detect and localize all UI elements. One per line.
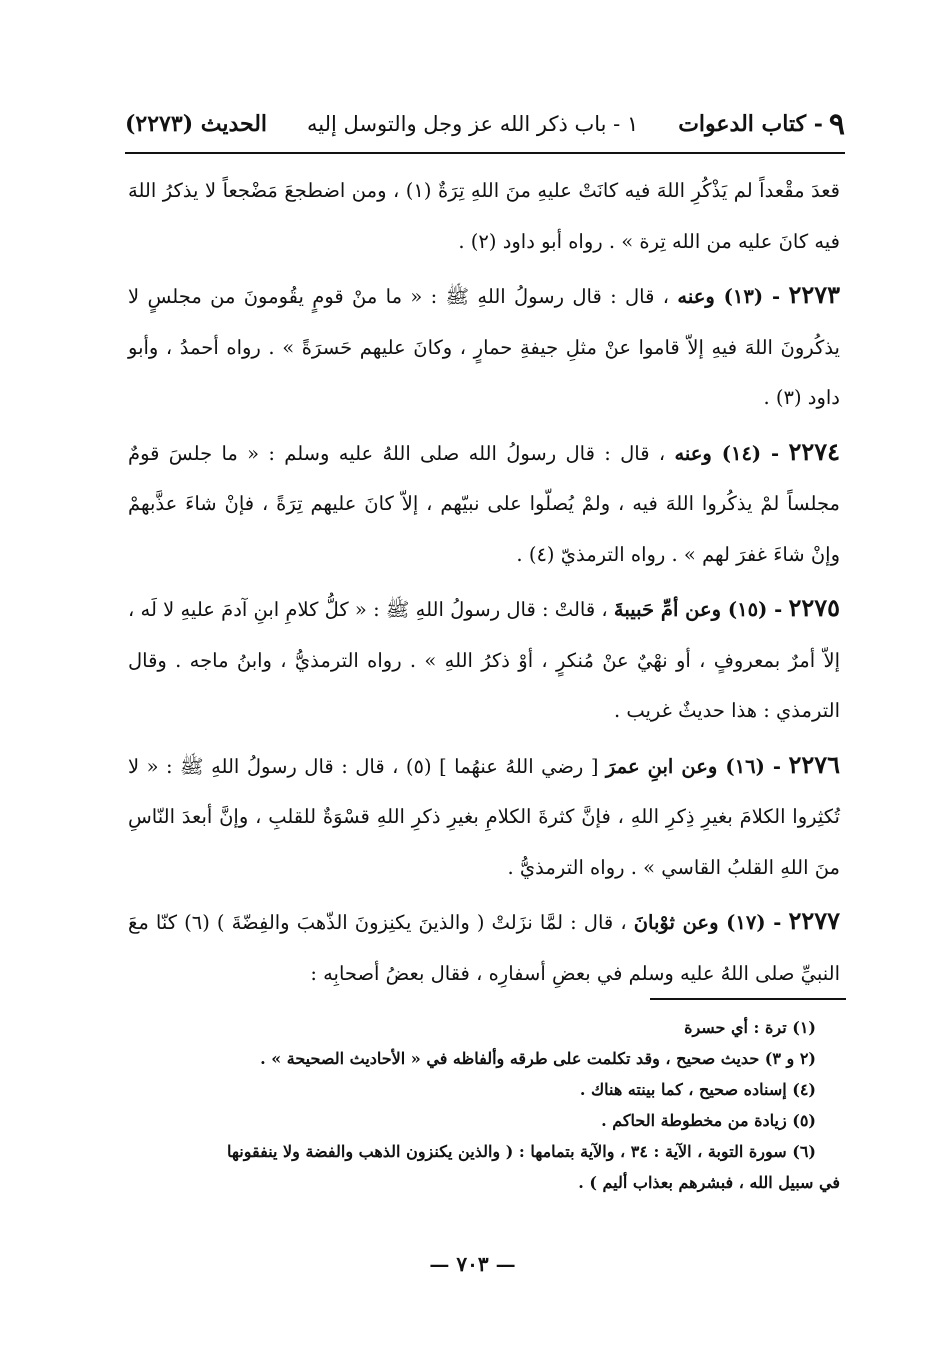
main-text [128,166,840,1002]
footnote-rule [650,998,846,1000]
footnote: (٦) سورة التوبة ، الآية : ٣٤ ، والآية بتمامها : ( والذين يكنزون الذهب والفضة ولا ينفقونها [227,1142,816,1161]
hadith-narrator: - (١٤) وعنه [674,441,780,465]
hadith-paragraph [128,270,840,424]
footnotes [128,1012,840,1198]
hadith-reference: الحديث (٢٢٧٣) [125,111,268,137]
hadith-text: [ رضي اللهُ عنهُما ] (٥) ، قال : قال رسولُ اللهِ ﷺ : « لا تُكثِروا الكلامَ بغيرِ ذِكرِ اللهِ ، فإنَّ كثرةَ الكلامِ بغيرِ ذكرِ اللهِ قسْوَةٌ للقلبِ ، وإنَّ أبعدَ النّاسِ منَ اللهِ القلبُ القاسي » . رواه الترمذيُّ . [128,754,840,879]
hadith-number: ٢٢٧٤ [788,436,841,466]
page-number: — ٧٠٣ — [429,1252,516,1276]
hadith-number: ٢٢٧٧ [788,906,840,935]
hadith-paragraph [128,427,840,581]
header-rule [125,152,845,154]
hadith-narrator: - (١٥) وعن أمِّ حَبيبةَ [613,598,783,621]
footnote: (١) ترة : أي حسرة [684,1018,816,1037]
footnote: (٥) زيادة من مخطوطة الحاكم . [601,1111,816,1130]
hadith-text: ، قال : قال رسولُ الله صلى اللهُ عليه وسلم : « ما جلسَ قومٌ مجلساً لمْ يذكُروا اللهَ فيه ، ولمْ يُصلّوا على نبيّهم ، إلاّ كانَ عليهم تِرَةً ، فإنْ شاءَ عذَّبهمْ وإنْ شاءَ غفرَ لهم » . رواه الترمذيّ (٤) . [128,441,840,566]
hadith-paragraph [128,583,840,737]
hadith-paragraph [128,896,840,999]
hadith-text: ، قالتْ : قال رسولُ اللهِ ﷺ : « كلُّ كلامِ ابنِ آدمَ عليهِ لا لَه ، إلاّ أمرٌ بمعروفٍ ، أو نهْيٌ عنْ مُنكرٍ ، أوْ ذكرُ اللهِ » . رواه الترمذيُّ ، وابنُ ماجه . وقال الترمذي : هذا حديثٌ غريب . [128,598,840,722]
hadith-narrator: - (١٦) وعن ابنِ عمرَ [605,754,781,778]
hadith-narrator: - (١٣) وعنه [677,285,781,308]
hadith-number: ٢٢٧٣ [788,280,841,309]
footnote: (٢ و ٣) حديث صحيح ، وقد تكلمت على طرقه وألفاظه في « الأحاديث الصحيحة » . [260,1049,816,1068]
hadith-text: ، قال : لمَّا نزَلتْ ( والذينَ يكنِزونَ الذّهبَ والفِضّةَ ) (٦) كنّا معَ النبيِّ صلى اللهُ عليه وسلم في بعضِ أسفارِه ، فقال بعضُ أصحابِه : [128,911,840,985]
paragraph-text: قعدَ مقْعداً لم يَذْكُرِ اللهَ فيه كانَتْ عليهِ منَ اللهِ تِرَةٌ (١) ، ومن اضطجعَ مَضْجعاً لا يذكرُ اللهَ فيه كانَ عليه من الله تِرة » . رواه أبو داود (٢) . [128,179,840,253]
footnote: (٤) إسناده صحيح ، كما بينته هناك . [579,1080,816,1099]
footnote-continuation: في سبيل الله ، فبشرهم بعذاب أليم ) . [578,1173,840,1192]
hadith-paragraph [128,740,840,894]
chapter-number: ٩ [828,106,845,142]
hadith-text: ، قال : قال رسولُ اللهِ ﷺ : « ما منْ قومٍ يقُومونَ من مجلسٍ لا يذكُرونَ اللهَ فيهِ إلاّ قاموا عنْ مثلِ جيفةِ حمارٍ ، وكانَ عليهم حَسرَةً » . رواه أحمدُ ، وأبو داود (٣) . [128,285,840,409]
section-title: ١ - باب ذكر الله عز وجل والتوسل إليه [307,112,639,136]
paragraph [128,166,840,267]
hadith-number: ٢٢٧٦ [788,749,840,779]
chapter-title: - كتاب الدعوات [678,111,823,137]
hadith-narrator: - (١٧) وعن ثوْبانَ [633,911,782,934]
hadith-number: ٢٢٧٥ [788,593,841,622]
chapter-heading [678,107,845,142]
running-header [125,100,845,148]
